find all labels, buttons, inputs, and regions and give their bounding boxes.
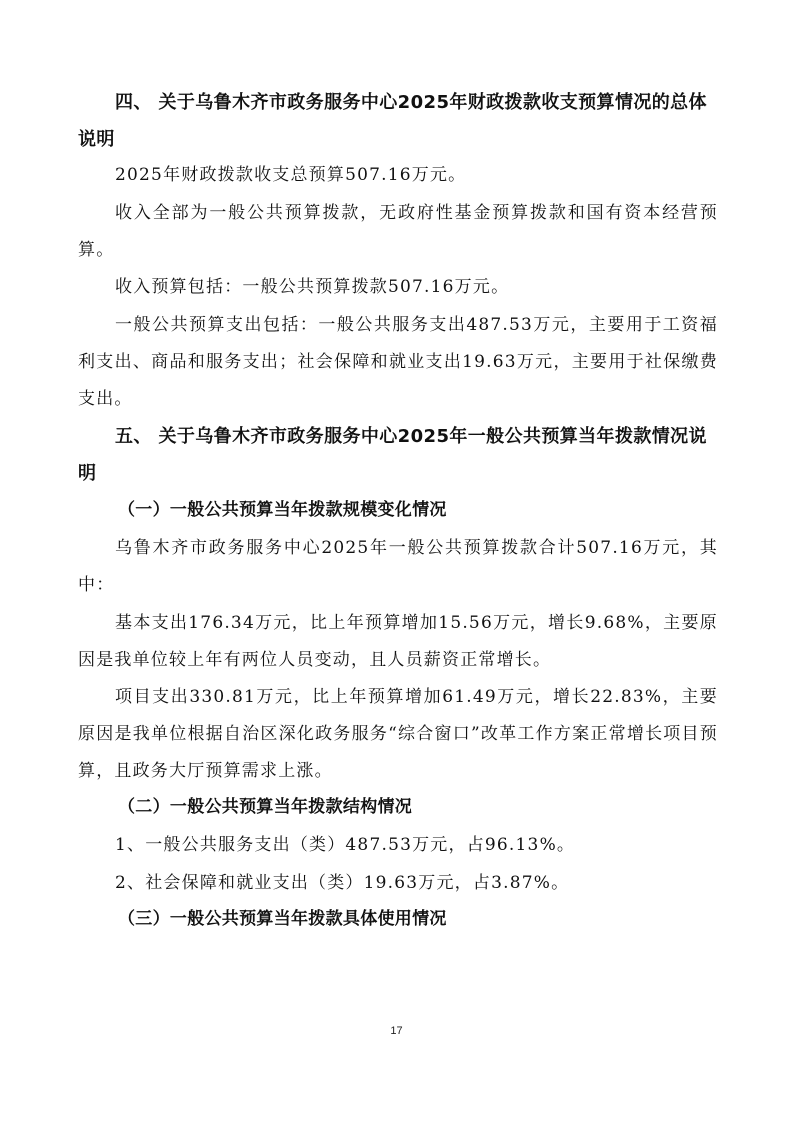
paragraph-total-appropriation: 乌鲁木齐市政务服务中心2025年一般公共预算拨款合计507.16万元，其中： bbox=[78, 538, 718, 595]
paragraph-project-expenditure: 项目支出330.81万元，比上年预算增加61.49万元，增长22.83%，主要原因是我单位根据自治区深化政务服务“综合窗口”改革工作方案正常增长项目预算，且政务大厅预算需求上涨。 bbox=[78, 687, 718, 781]
subsection-1-heading: （一）一般公共预算当年拨款规模变化情况 bbox=[118, 500, 447, 520]
section-5-heading: 五、 关于乌鲁木齐市政务服务中心2025年一般公共预算当年拨款情况说明 bbox=[78, 426, 707, 484]
paragraph-structure-general-services: 1、一般公共服务支出（类）487.53万元，占96.13%。 bbox=[115, 835, 576, 855]
paragraph-income-composition: 收入全部为一般公共预算拨款，无政府性基金预算拨款和国有资本经营预算。 bbox=[78, 203, 718, 260]
paragraph-total-budget: 2025年财政拨款收支总预算507.16万元。 bbox=[115, 165, 467, 185]
paragraph-structure-social-security: 2、社会保障和就业支出（类）19.63万元，占3.87%。 bbox=[115, 873, 570, 893]
paragraph-basic-expenditure: 基本支出176.34万元，比上年预算增加15.56万元，增长9.68%，主要原因是我单位较上年有两位人员变动，且人员薪资正常增长。 bbox=[78, 613, 718, 670]
subsection-3-heading: （三）一般公共预算当年拨款具体使用情况 bbox=[118, 909, 447, 929]
paragraph-income-budget: 收入预算包括：一般公共预算拨款507.16万元。 bbox=[115, 277, 510, 297]
section-4-heading: 四、 关于乌鲁木齐市政务服务中心2025年财政拨款收支预算情况的总体说明 bbox=[78, 92, 707, 150]
page-number: 17 bbox=[390, 1025, 403, 1037]
paragraph-expenditure-breakdown: 一般公共预算支出包括：一般公共服务支出487.53万元，主要用于工资福利支出、商品和服务支出；社会保障和就业支出19.63万元，主要用于社保缴费支出。 bbox=[78, 315, 718, 409]
subsection-2-heading: （二）一般公共预算当年拨款结构情况 bbox=[118, 797, 413, 817]
